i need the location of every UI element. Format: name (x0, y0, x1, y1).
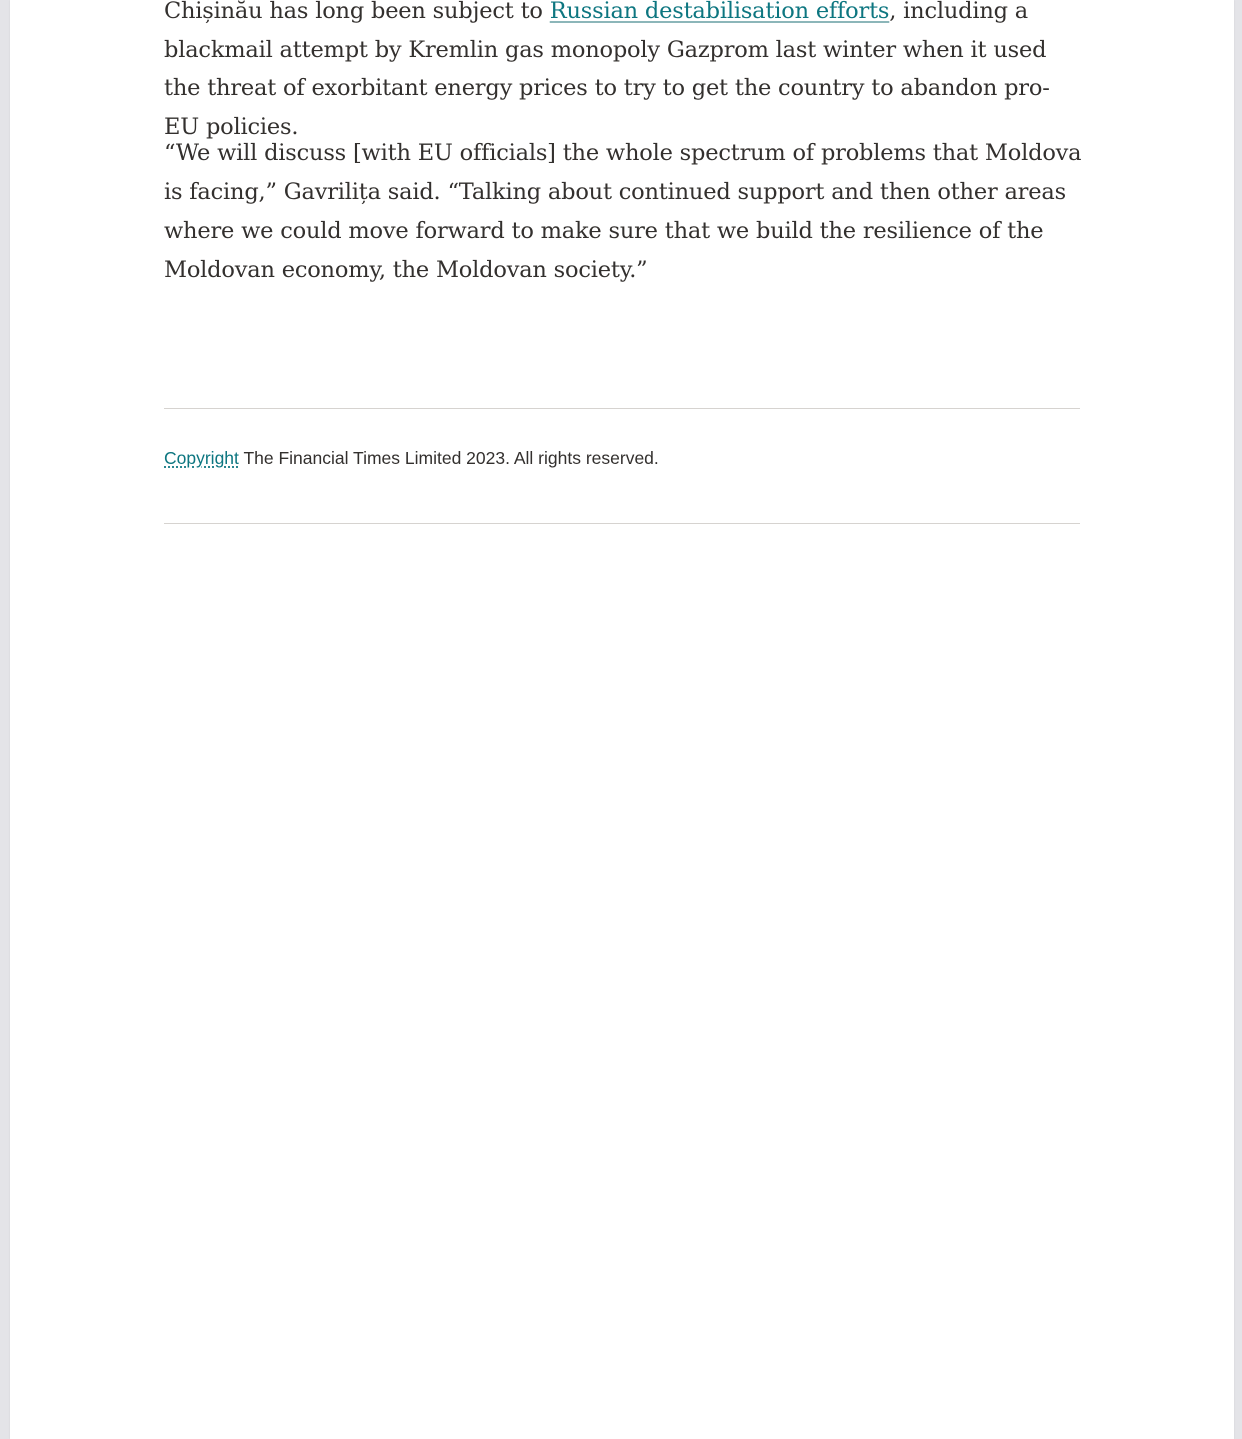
document-page (10, 0, 1234, 1439)
article-paragraph-1 (164, 0, 1084, 146)
russian-destabilisation-link[interactable]: Russian destabilisation efforts (549, 0, 890, 24)
copyright-text: The Financial Times Limited 2023. All rights reserved. (238, 448, 659, 468)
paragraph-1-text-start: Chișinău has long been subject to (164, 0, 550, 24)
paragraph-1-text-end: , including a blackmail attempt by Kremlin gas monopoly Gazprom last winter when it used the threat of exorbitant energy prices to try to get the country to abandon pro-EU policies. (164, 0, 1050, 140)
footer-divider-top (164, 408, 1080, 409)
copyright-notice (164, 448, 659, 469)
footer-divider-bottom (164, 523, 1080, 524)
copyright-link[interactable]: Copyright (164, 448, 239, 468)
article-paragraph-2: “We will discuss [with EU officials] the whole spectrum of problems that Moldova is facing,” Gavrilița said. “Talking about continued support and then other areas where we could move forward to make sure that we build the resilience of the Moldovan economy, the Moldovan society.” (164, 140, 1082, 283)
